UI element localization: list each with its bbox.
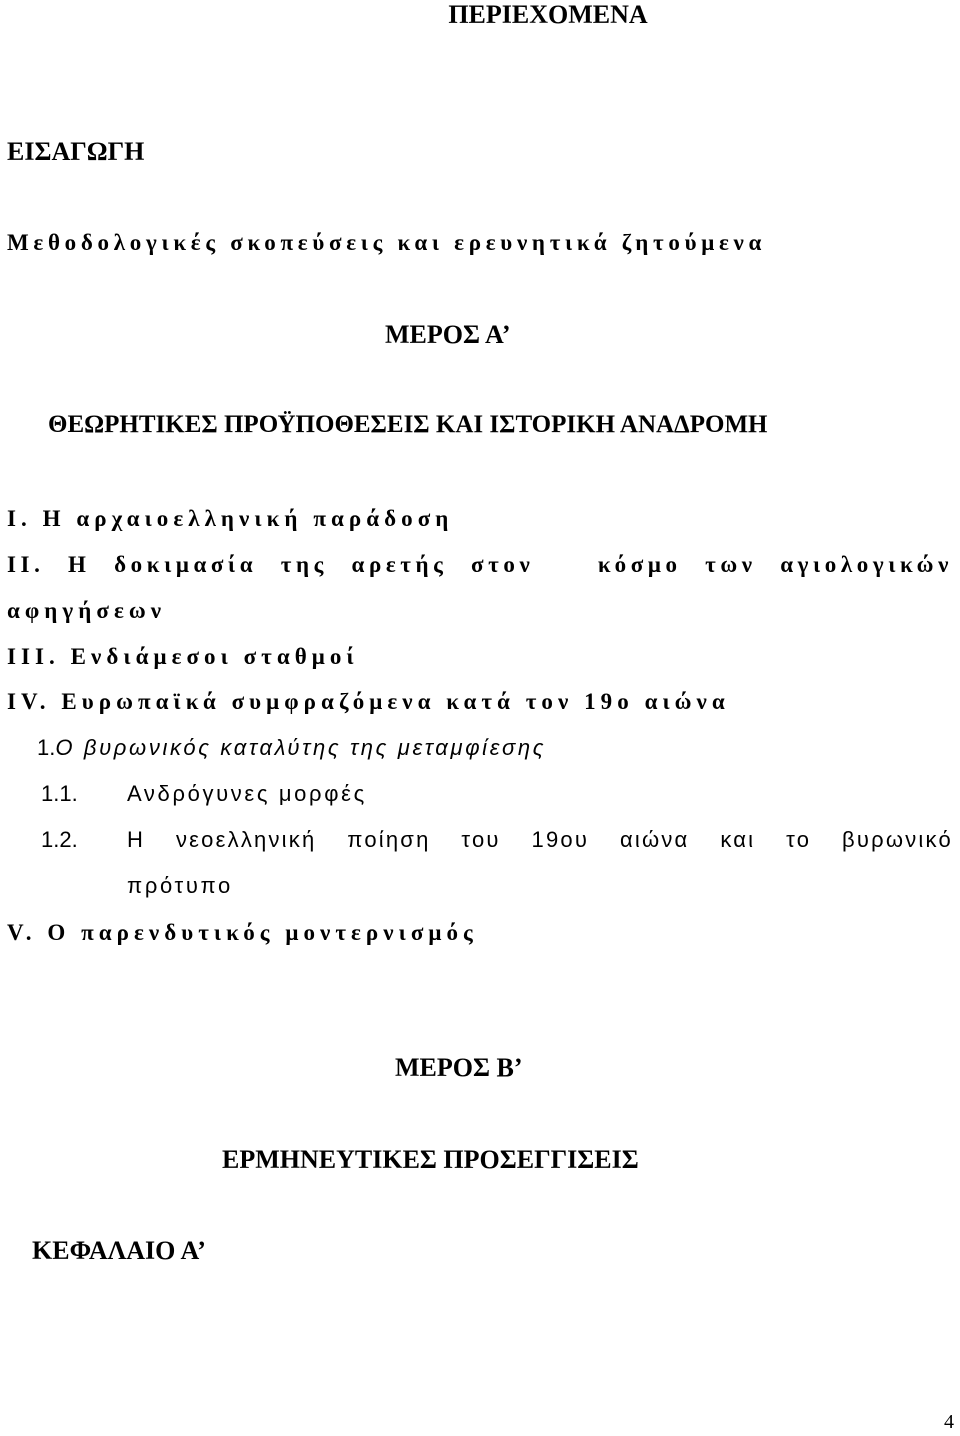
toc-subitem-1-2-word: το: [786, 827, 812, 852]
toc-item-iv: ΙV. Ευρωπαϊκά συμφραζόμενα κατά τον 19ο αιώνα: [7, 689, 730, 714]
toc-item-ii-continued: αφηγήσεων: [7, 598, 167, 623]
page-number: 4: [944, 1411, 954, 1433]
part-a-label: ΜΕΡΟΣ Α’: [385, 320, 511, 349]
toc-item-ii-word: αρετής: [351, 552, 448, 577]
toc-subitem-1-1: [41, 783, 367, 805]
toc-item-ii: [7, 553, 953, 576]
toc-item-ii-word: Η: [68, 552, 91, 577]
part-b-label: ΜΕΡΟΣ Β’: [395, 1053, 523, 1082]
toc-subitem-1-2-word: βυρωνικό: [842, 827, 953, 852]
toc-subitem-1-1-number: 1.1.: [41, 781, 78, 806]
toc-subitem-1-2-word: και: [720, 827, 756, 852]
toc-subitem-1-2-word: του: [461, 827, 501, 852]
chapter-a-heading: ΚΕΦΑΛΑΙΟ Α’: [32, 1236, 206, 1265]
intro-subtitle: Μεθοδολογικές σκοπεύσεις και ερευνητικά ζητούμενα: [7, 230, 767, 255]
toc-item-ii-word: αγιολογικών: [780, 552, 953, 577]
toc-item-ii-word: κόσμο: [597, 552, 682, 577]
toc-subitem-1-text: Ο βυρωνικός καταλύτης της μεταμφίεσης: [55, 735, 547, 760]
toc-subitem-1-2-word: νεοελληνική: [175, 827, 317, 852]
toc-item-iii: ΙΙΙ. Ενδιάμεσοι σταθμοί: [7, 644, 359, 669]
toc-subitem-1-1-text: Ανδρόγυνες μορφές: [127, 781, 367, 806]
toc-subitem-1-2-word: Η: [127, 827, 146, 852]
toc-subitem-1-2-number: 1.2.: [41, 827, 78, 852]
toc-item-ii-word: της: [280, 552, 328, 577]
toc-item-i: Ι. Η αρχαιοελληνική παράδοση: [7, 506, 454, 531]
toc-item-ii-word: των: [705, 552, 757, 577]
toc-subitem-1-2: [127, 829, 953, 851]
intro-heading: ΕΙΣΑΓΩΓΗ: [7, 137, 145, 166]
part-a-title: ΘΕΩΡΗΤΙΚΕΣ ΠΡΟΫΠΟΘΕΣΕΙΣ ΚΑΙ ΙΣΤΟΡΙΚΗ ΑΝΑΔΡΟΜΗ: [48, 411, 768, 438]
toc-item-ii-word: δοκιμασία: [114, 552, 258, 577]
toc-subitem-1-number: 1.: [37, 735, 56, 760]
toc-subitem-1: [37, 737, 546, 759]
toc-item-v: V. Ο παρενδυτικός μοντερνισμός: [7, 920, 478, 945]
toc-subitem-1-2-word: ποίηση: [347, 827, 431, 852]
toc-subitem-1-2-word: 19ου: [531, 827, 590, 852]
toc-item-ii-word: ΙΙ.: [7, 552, 45, 577]
page-title: ΠΕΡΙΕΧΟΜΕΝΑ: [448, 0, 648, 29]
part-b-title: ΕΡΜΗΝΕΥΤΙΚΕΣ ΠΡΟΣΕΓΓΙΣΕΙΣ: [222, 1145, 639, 1174]
toc-item-ii-word: στον: [471, 552, 535, 577]
toc-subitem-1-2-continued: πρότυπο: [127, 873, 233, 898]
toc-subitem-1-2-word: αιώνα: [619, 827, 690, 852]
